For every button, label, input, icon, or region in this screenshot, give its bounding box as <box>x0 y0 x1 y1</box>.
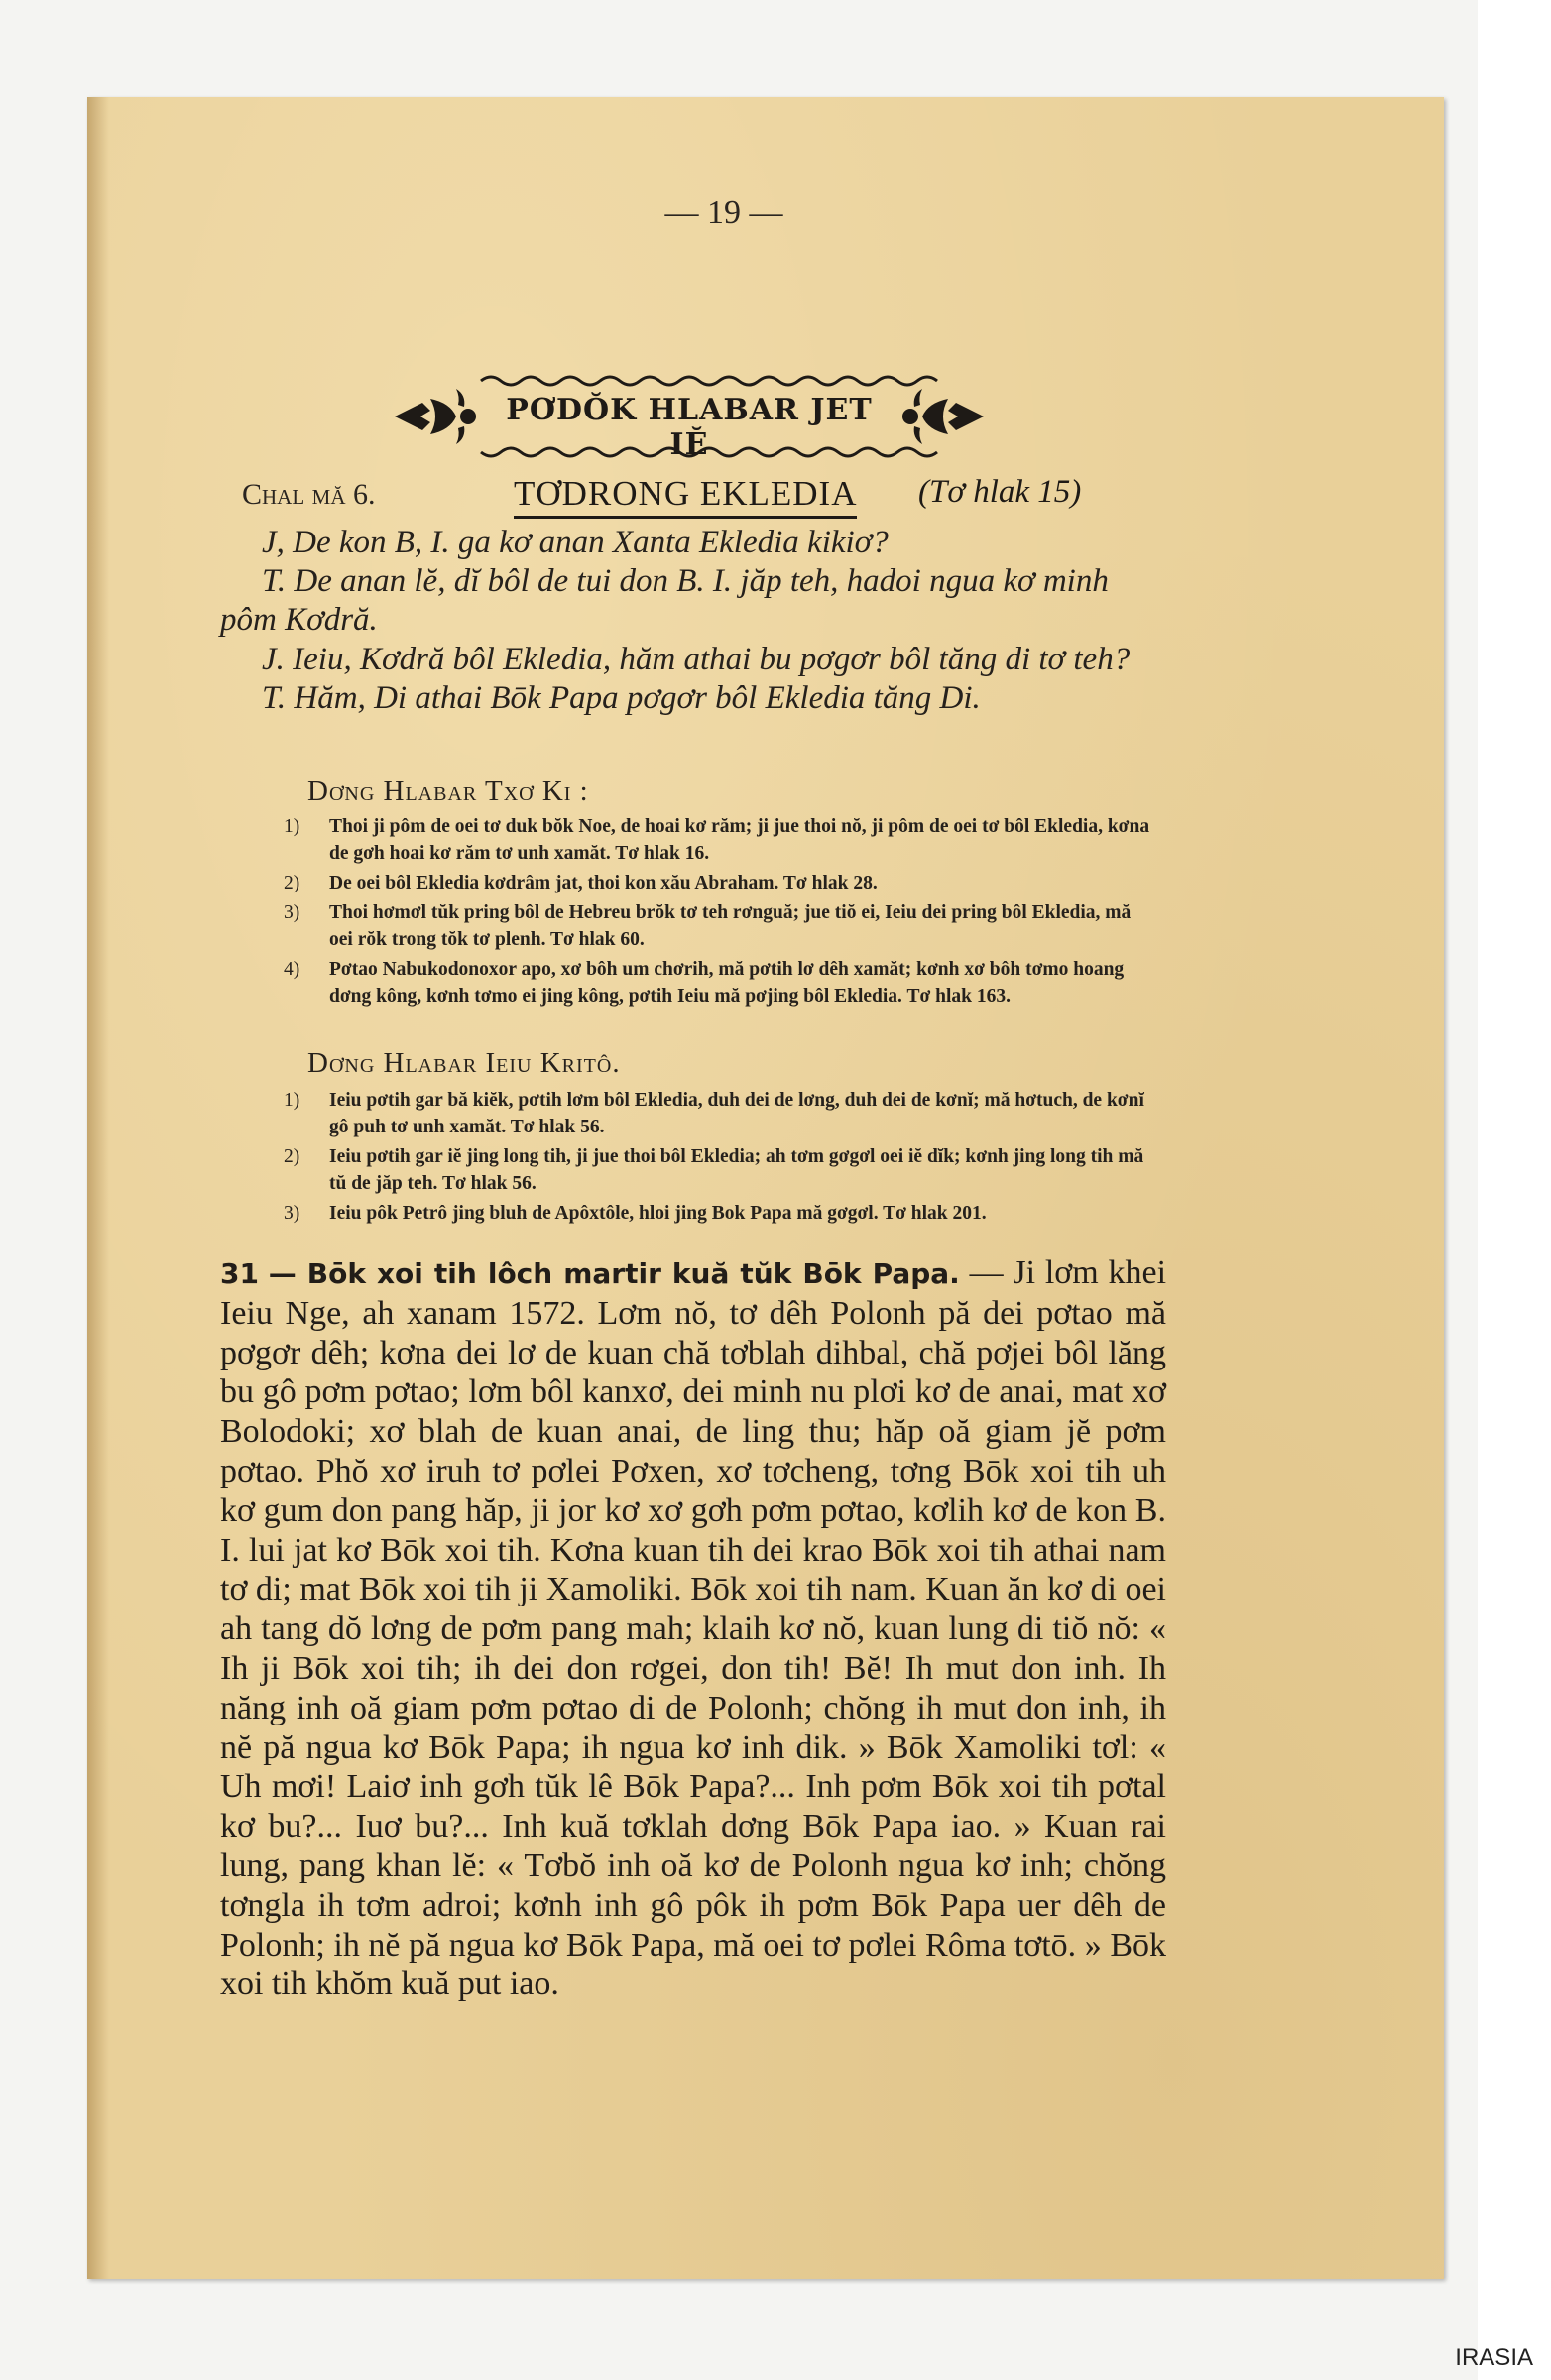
reference-number: 1) <box>284 1090 300 1111</box>
reference-item <box>266 870 1158 896</box>
ornamental-header <box>387 369 992 466</box>
reference-text: Ieiu pơtih gar bă kiĕk, pơtih lơm bôl Ekledia, duh dei de lơng, duh dei de kơnĭ; mă hơtuch, de kơnĭ gô puh tơ unh xamăt. Tơ hlak 56. <box>329 1090 1144 1137</box>
reference-list-2 <box>266 1087 1158 1230</box>
reference-item <box>266 899 1158 953</box>
section-heading-2: Dơng Hlabar Ieiu Kritô. <box>307 1047 621 1079</box>
chapter-reference: (Tơ hlak 15) <box>918 474 1082 510</box>
reference-number: 4) <box>284 959 300 980</box>
reference-text: Ieiu pôk Petrô jing bluh de Apôxtôle, hloi jing Bok Papa mă gơgơl. Tơ hlak 201. <box>329 1203 987 1224</box>
reference-text: De oei bôl Ekledia kơdrâm jat, thoi kon xău Abraham. Tơ hlak 28. <box>329 873 878 893</box>
page-fold-shadow <box>87 97 109 2279</box>
story-title: — Bōk xoi tih lôch martir kuă tŭk Bōk Papa. <box>268 1257 960 1290</box>
answer-2: T. Hăm, Di athai Bōk Papa pơgơr bôl Ekledia tăng Di. <box>262 680 981 716</box>
catechism-qa-2 <box>220 641 1172 718</box>
ornament-title: PƠDŎK HLABAR JET IĔ <box>506 393 873 462</box>
reference-text: Pơtao Nabukodonoxor apo, xơ bôh um chơrih, mă pơtih lơ dêh xamăt; kơnh xơ bôh tơmo hoang dơng kông, kơnh tơmo ei jing kông, pơtih Ieiu mă pơjing bôl Ekledia. Tơ hlak 163. <box>329 959 1125 1007</box>
reference-number: 1) <box>284 816 300 837</box>
reference-number: 3) <box>284 902 300 923</box>
question-2: J. Ieiu, Kơdră bôl Ekledia, hăm athai bu pơgơr bôl tăng di tơ teh? <box>262 642 1131 677</box>
reference-text: Thoi hơmơl tŭk pring bôl de Hebreu brŏk tơ teh rơnguă; jue tiŏ ei, Ieiu dei pring bôl Ekledia, mă oei rŏk trong tŏk tơ plenh. Tơ hlak 60. <box>329 902 1132 950</box>
reference-text: Ieiu pơtih gar iĕ jing long tih, ji jue thoi bôl Ekledia; ah tơm gơgơl oei iĕ dĭk; kơnh jing long tih mă tŭ de jăp teh. Tơ hlak 56. <box>329 1146 1144 1194</box>
reference-number: 2) <box>284 1146 300 1167</box>
answer-1: T. De anan lĕ, dĭ bôl de tui don B. I. jăp teh, hadoi ngua kơ minh pôm Kơdră. <box>220 563 1109 638</box>
story-number: 31 <box>220 1257 259 1290</box>
reference-item <box>266 956 1158 1010</box>
reference-item <box>266 813 1158 867</box>
chapter-title: TƠDRONG EKLEDIA <box>514 474 857 519</box>
catechism-qa-1 <box>220 524 1172 640</box>
reference-item <box>266 1200 1158 1227</box>
reference-number: 2) <box>284 873 300 893</box>
story-paragraph <box>220 1253 1166 2004</box>
page-number: — 19 — <box>664 194 783 231</box>
reference-item <box>266 1087 1158 1140</box>
reference-item <box>266 1143 1158 1197</box>
question-1: J, De kon B, I. ga kơ anan Xanta Ekledia kikiơ? <box>262 525 889 560</box>
reference-list-1 <box>266 813 1158 1012</box>
archive-watermark: IRASIA <box>1455 2344 1533 2371</box>
reference-number: 3) <box>284 1203 300 1224</box>
story-body: — Ji lơm khei Ieiu Nge, ah xanam 1572. Lơm nŏ, tơ dêh Polonh pă dei pơtao mă pơgơr dêh; kơna dei lơ de kuan chă tơblah dihbal, chă pơjei bôl lăng bu gô pơm pơtao; lơm bôl kanxơ, dei minh nu plơi kơ de anai, mat xơ Bolodoki; xơ blah de kuan anai, de ling thu; hăp oă giam jĕ pơm pơtao. Phŏ xơ iruh tơ pơlei Pơxen, xơ tơcheng, tơng Bōk xoi tih uh kơ gum don pang hăp, ji jor kơ xơ gơh pơm pơtao, kơlih kơ de kon B. I. lui jat kơ Bōk xoi tih. Kơna kuan tih dei krao Bōk xoi tih athai nam tơ di; mat Bōk xoi tih ji Xamoliki. Bōk xoi tih nam. Kuan ăn kơ di oei ah tang dŏ lơng de pơm pang mah; klaih kơ nŏ, kuan lung di tiŏ nŏ: « Ih ji Bōk xoi tih; ih dei don rơgei, don tih! Bĕ! Ih mut don inh. Ih năng inh oă giam pơm pơtao di de Polonh; chŏng ih mut don inh, ih nĕ pă ngua kơ Bōk Papa; ih ngua kơ inh dik. » Bōk Xamoliki tơl: « Uh mơi! Laiơ inh gơh tŭk lê Bōk Papa?... Inh pơm Bōk xoi tih pơtal kơ bu?... Iuơ bu?... Inh kuă tơklah dơng Bōk Papa iao. » Kuan rai lung, pang khan lĕ: « Tơbŏ inh oă kơ de Polonh ngua kơ inh; chŏng tơngla ih tơm adroi; kơnh inh gô pôk ih pơm Bōk Papa uer dêh de Polonh; ih nĕ pă ngua kơ Bōk Papa, mă oei tơ pơlei Rôma tơtō. » Bōk xoi tih khŏm kuă put iao. <box>220 1254 1167 2003</box>
chapter-heading <box>242 474 1194 520</box>
section-heading-1: Dơng Hlabar Txơ Ki : <box>307 775 589 807</box>
reference-text: Thoi ji pôm de oei tơ duk bŏk Noe, de hoai kơ răm; ji jue thoi nŏ, ji pôm de oei tơ bôl Ekledia, kơna de gơh hoai kơ răm tơ unh xamăt. Tơ hlak 16. <box>329 816 1150 864</box>
chapter-label: Chal mă 6. <box>242 478 376 511</box>
